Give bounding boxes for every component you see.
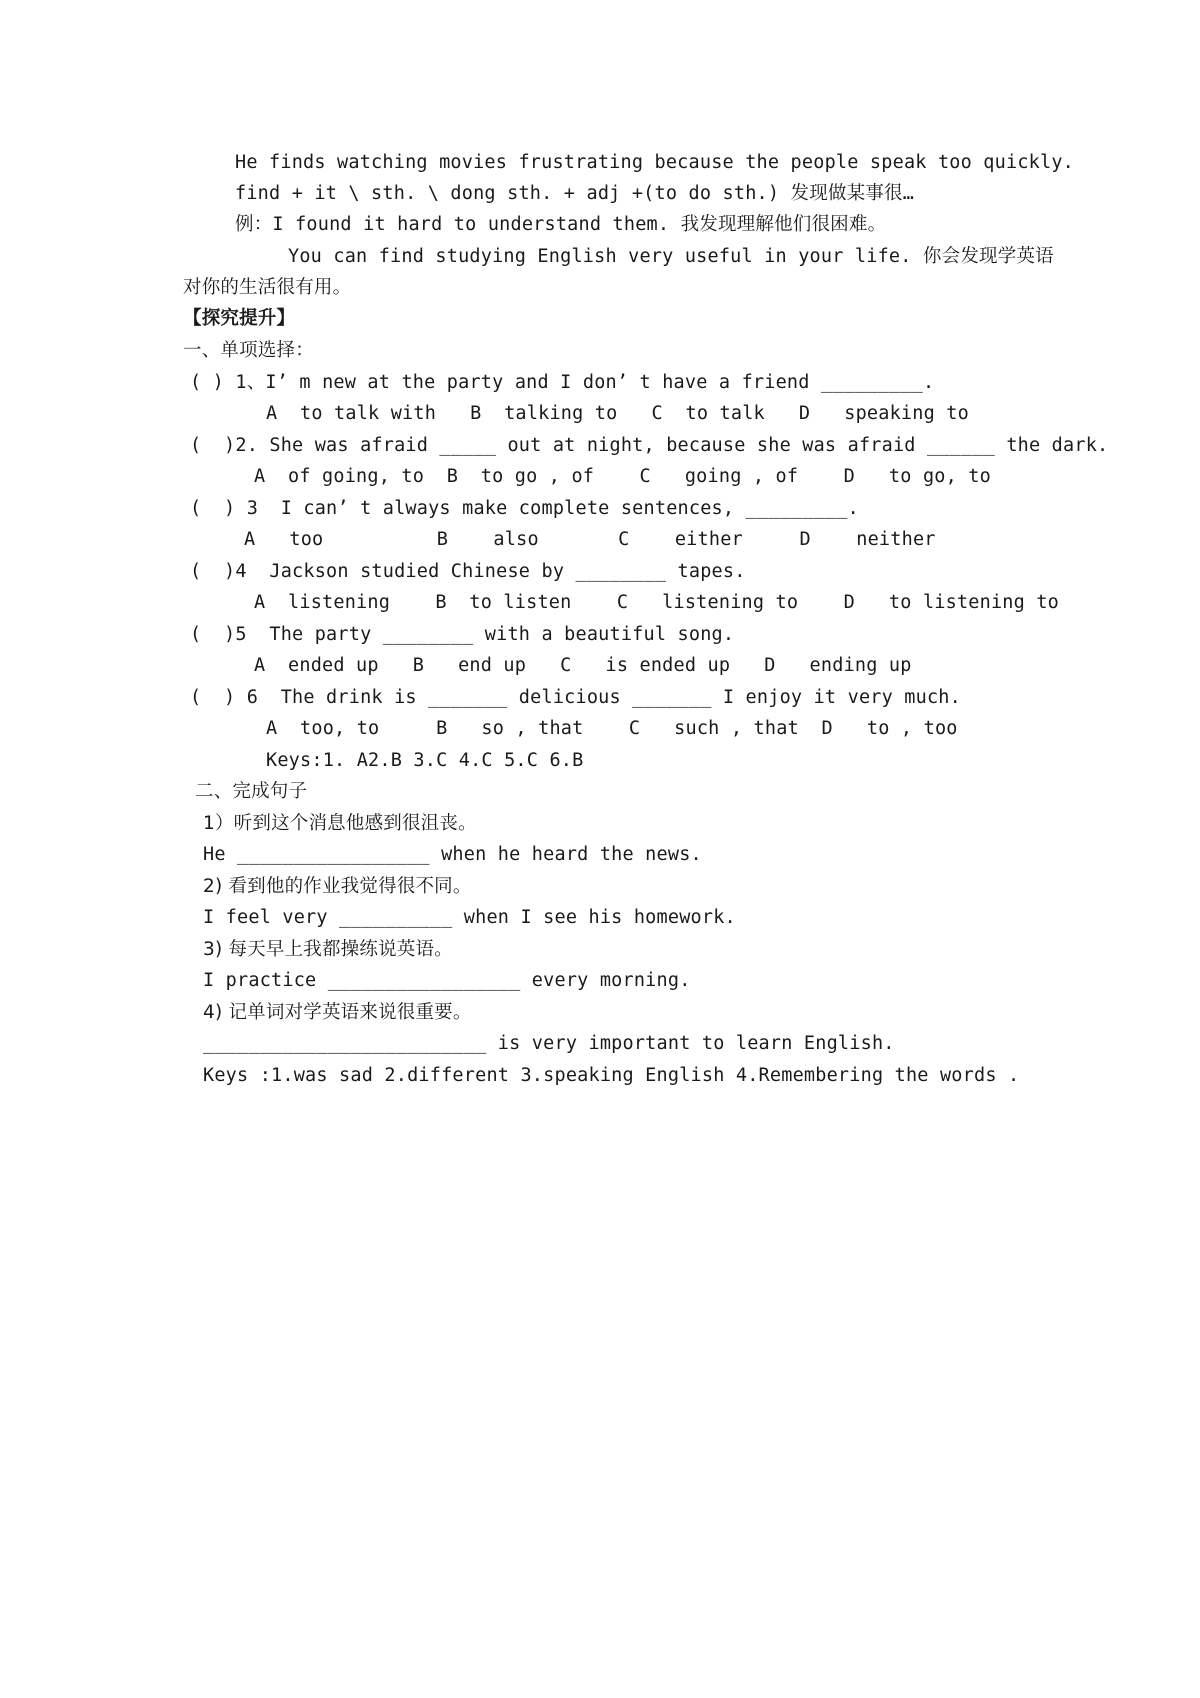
question-4: ( )4 Jackson studied Chinese by ________ tapes. (190, 561, 746, 582)
intro-line-2: find + it \ sth. \ dong sth. + adj +(to do sth.) 发现做某事很… (235, 183, 915, 204)
intro-line-4: You can find studying English very useful in your life. 你会发现学英语 (288, 246, 1054, 267)
question-1: ( ) 1、I’ m new at the party and I don’ t have a friend _________. (190, 372, 935, 393)
sentence-3-english: I practice _________________ every morning. (203, 970, 691, 991)
sentence-1-chinese: 1）听到这个消息他感到很沮丧。 (203, 813, 477, 834)
question-3-options: A too B also C either D neither (244, 529, 936, 550)
sentence-2-chinese: 2) 看到他的作业我觉得很不同。 (203, 876, 472, 897)
question-2-options: A of going, to B to go , of C going , of D to go, to (254, 466, 991, 487)
question-5: ( )5 The party ________ with a beautiful song. (190, 624, 735, 645)
intro-line-1: He finds watching movies frustrating because the people speak too quickly. (235, 152, 1075, 173)
section-heading-explore: 【探究提升】 (183, 308, 296, 329)
question-6-options: A too, to B so , that C such , that D to , too (266, 718, 958, 739)
part1-answer-keys: Keys:1. A2.B 3.C 4.C 5.C 6.B (266, 750, 584, 771)
sentence-3-chinese: 3) 每天早上我都操练说英语。 (203, 939, 453, 960)
part1-heading: 一、单项选择： (183, 340, 314, 361)
part2-answer-keys: Keys :1.was sad 2.different 3.speaking English 4.Remembering the words . (203, 1065, 1020, 1086)
sentence-2-english: I feel very __________ when I see his homework. (203, 907, 736, 928)
question-1-options: A to talk with B talking to C to talk D speaking to (266, 403, 969, 424)
question-3: ( ) 3 I can’ t always make complete sentences, _________. (190, 498, 859, 519)
question-2: ( )2. She was afraid _____ out at night, because she was afraid ______ the dark. (190, 435, 1109, 456)
question-4-options: A listening B to listen C listening to D to listening to (254, 592, 1059, 613)
sentence-1-english: He _________________ when he heard the news. (203, 844, 702, 865)
intro-line-5: 对你的生活很有用。 (183, 277, 352, 298)
sentence-4-english: _________________________ is very important to learn English. (203, 1033, 895, 1054)
sentence-4-chinese: 4) 记单词对学英语来说很重要。 (203, 1002, 472, 1023)
question-5-options: A ended up B end up C is ended up D ending up (254, 655, 912, 676)
intro-line-3: 例：I found it hard to understand them. 我发现理解他们很困难。 (235, 214, 887, 235)
part2-heading: 二、完成句子 (195, 781, 308, 802)
question-6: ( ) 6 The drink is _______ delicious _______ I enjoy it very much. (190, 687, 961, 708)
